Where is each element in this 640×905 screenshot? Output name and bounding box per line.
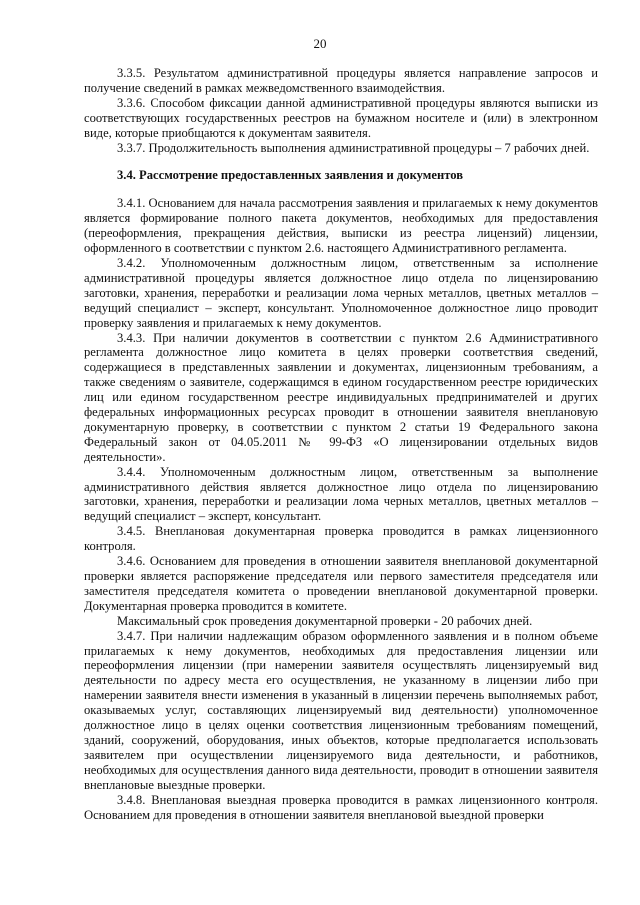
paragraph-3-4-6: 3.4.6. Основанием для проведения в отношении заявителя внеплановой документарной проверки является распоряжение председателя или первого заместителя председателя или заместителя председателя комитета о проведении внеплановой документарной проверки. Документарная проверка проводится в комитете. bbox=[84, 554, 598, 613]
section-heading: 3.4. Рассмотрение предоставленных заявления и документов bbox=[117, 168, 464, 183]
paragraph-3-4-3: 3.4.3. При наличии документов в соответствии с пунктом 2.6 Административного регламента должностное лицо комитета в целях проверки соответствия сведений, содержащиеся в представленных заявлении и документах, лицензионным требованиям, а также сведениям о заявителе, содержащимся в едином государственном реестре юридических лиц или едином государственном реестре индивидуальных предпринимателей и других федеральных информационных ресурсах проводит в отношении заявителя внеплановую документарную проверку, в соответствии с пунктом 2 статьи 19 Федерального закона Федеральный закон от 04.05.2011 № 99-ФЗ «О лицензировании отдельных видов деятельности». bbox=[84, 330, 598, 464]
paragraph-3-4-4: 3.4.4. Уполномоченным должностным лицом, ответственным за выполнение административного действия является должностное лицо отдела по лицензированию заготовки, хранения, переработки и реализации лома черных металлов, цветных металлов – ведущий специалист – эксперт, консультант. bbox=[84, 464, 598, 524]
paragraph-3-4-2: 3.4.2. Уполномоченным должностным лицом, ответственным за исполнение административной процедуры является должностное лицо отдела по лицензированию заготовки, хранения, переработки и реализации лома черных металлов, цветных металлов – ведущий специалист – эксперт, консультант. Уполномоченное должностное лицо проводит проверку заявления и прилагаемых к нему документов. bbox=[84, 255, 598, 330]
page-number: 20 bbox=[313, 36, 327, 51]
paragraph-3-4-8: 3.4.8. Внеплановая выездная проверка проводится в рамках лицензионного контроля. Основанием для проведения в отношении заявителя внеплановой выездной проверки bbox=[84, 792, 598, 822]
paragraph-3-4-5: 3.4.5. Внеплановая документарная проверка проводится в рамках лицензионного контроля. bbox=[84, 524, 598, 554]
paragraph-3-4-7: 3.4.7. При наличии надлежащим образом оформленного заявления и в полном объеме прилагаемых к нему документов, необходимых для предоставления лицензии или переоформления лицензии (при намерении заявителя осуществлять лицензируемый вид деятельности по адресу места его осуществления, не указанному в лицензии либо при намерении заявителя внести изменения в указанный в лицензии перечень выполняемых работ, оказываемых услуг, составляющих лицензируемый вид деятельности) уполномоченное должностное лицо в целях оценки соответствия лицензионным требованиям помещений, зданий, сооружений, оборудования, иных объектов, которые предполагается использовать заявителем при осуществлении лицензируемого вида деятельности, и работников, необходимых для осуществления данного вида деятельности, проводит в отношении заявителя внеплановые выездные проверки. bbox=[84, 628, 598, 792]
paragraph-max-term: Максимальный срок проведения документарной проверки - 20 рабочих дней. bbox=[117, 613, 533, 628]
paragraph-3-3-7: 3.3.7. Продолжительность выполнения административной процедуры – 7 рабочих дней. bbox=[117, 140, 590, 155]
paragraph-3-3-5: 3.3.5. Результатом административной процедуры является направление запросов и получение сведений в рамках межведомственного взаимодействия. bbox=[84, 66, 598, 95]
paragraph-3-3-6: 3.3.6. Способом фиксации данной административной процедуры являются выписки из соответствующих государственных реестров на бумажном носителе и (или) в электронном виде, которые приобщаются к документам заявителя. bbox=[84, 95, 598, 140]
document-body bbox=[84, 66, 598, 822]
paragraph-3-4-1: 3.4.1. Основанием для начала рассмотрения заявления и прилагаемых к нему документов является формирование полного пакета документов, необходимых для предоставления (переоформления, прекращения действия, выписки из реестра лицензий) лицензии, оформленного в соответствии с пунктом 2.6. настоящего Административного регламента. bbox=[84, 196, 598, 256]
